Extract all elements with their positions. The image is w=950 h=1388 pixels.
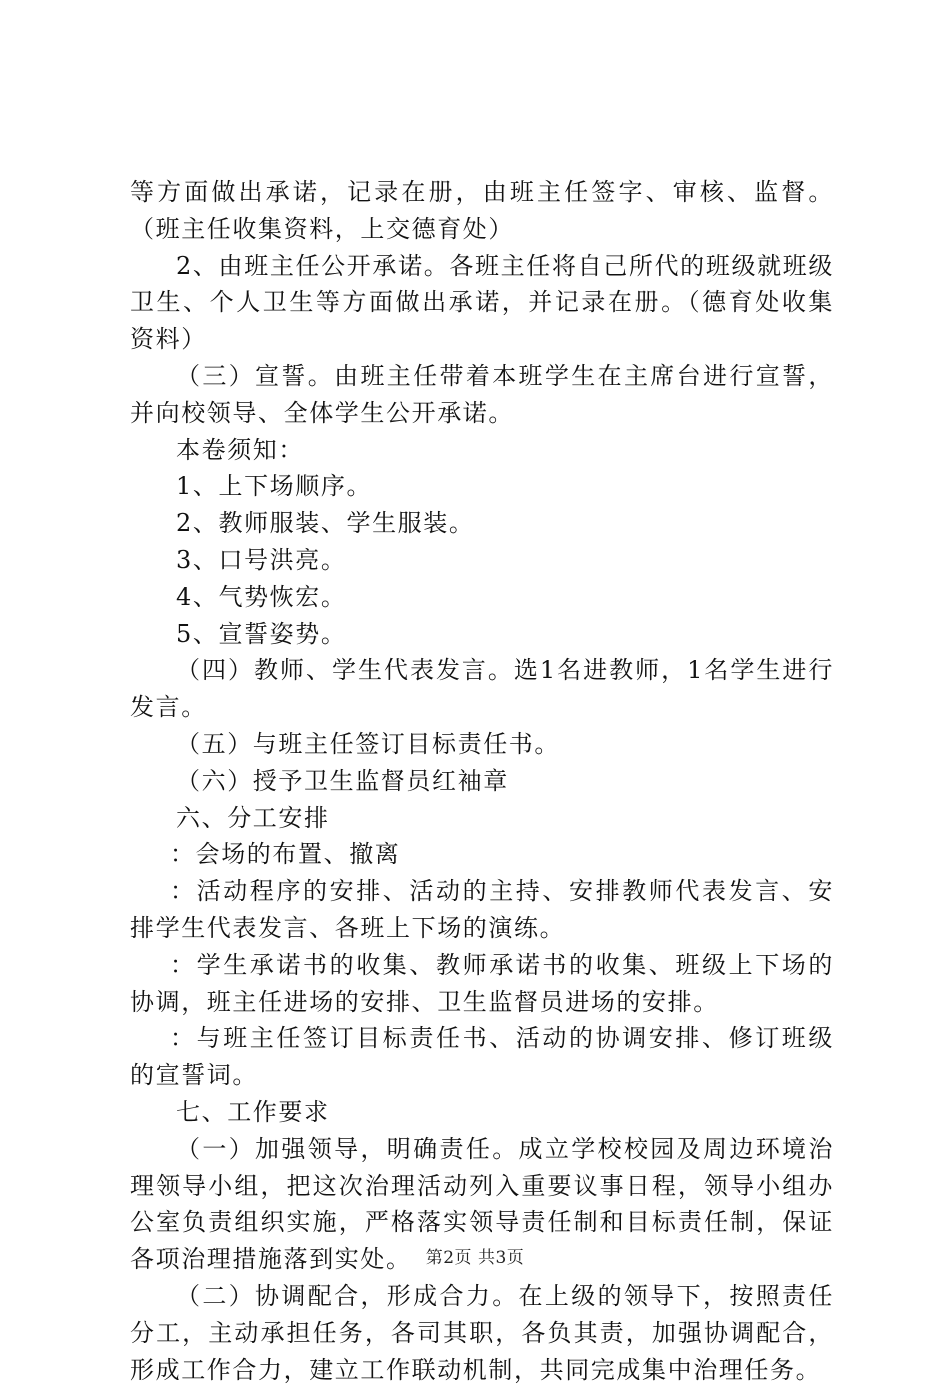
paragraph: （三）宣誓。由班主任带着本班学生在主席台进行宣誓，并向校领导、全体学生公开承诺。	[130, 361, 834, 427]
list-item: 4、气势恢宏。	[176, 582, 347, 611]
list-item: 2、教师服装、学生服装。	[176, 509, 475, 538]
paragraph: （二）协调配合，形成合力。在上级的领导下，按照责任分工，主动承担任务，各司其职，各负其责，加强协调配合，形成工作合力，建立工作联动机制，共同完成集中治理任务。	[130, 1281, 834, 1384]
list-item: 3、口号洪亮。	[176, 545, 347, 574]
paragraph: 本卷须知：	[176, 435, 304, 464]
paragraph: ：会场的布置、撤离	[170, 840, 401, 869]
paragraph: （一）加强领导，明确责任。成立学校校园及周边环境治理领导小组，把这次治理活动列入重要议事日程，领导小组办公室负责组织实施，严格落实领导责任制和目标责任制，保证各项治理措施落到实处。	[130, 1134, 834, 1274]
paragraph: 等方面做出承诺，记录在册，由班主任签字、审核、监督。（班主任收集资料，上交德育处）	[130, 178, 834, 243]
paragraph: 2、由班主任公开承诺。各班主任将自己所代的班级就班级卫生、个人卫生等方面做出承诺，并记录在册。（德育处收集资料）	[130, 251, 834, 354]
list-item: 1、上下场顺序。	[176, 472, 373, 501]
paragraph: （四）教师、学生代表发言。选1名进教师，1名学生进行发言。	[130, 656, 834, 722]
section-heading: 六、分工安排	[176, 803, 330, 832]
paragraph: ：与班主任签订目标责任书、活动的协调安排、修订班级的宣誓词。	[130, 1024, 834, 1090]
list-item: 5、宣誓姿势。	[176, 619, 347, 648]
section-heading: 七、工作要求	[176, 1097, 330, 1126]
paragraph: ：活动程序的安排、活动的主持、安排教师代表发言、安排学生代表发言、各班上下场的演练。	[130, 877, 834, 942]
paragraph: （五）与班主任签订目标责任书。	[176, 729, 560, 758]
paragraph: （六）授予卫生监督员红袖章	[176, 766, 509, 795]
paragraph: ：学生承诺书的收集、教师承诺书的收集、班级上下场的协调，班主任进场的安排、卫生监督员进场的安排。	[130, 950, 834, 1016]
document-body	[130, 174, 834, 1388]
page-number-footer: 第2页 共3页	[425, 1248, 525, 1268]
